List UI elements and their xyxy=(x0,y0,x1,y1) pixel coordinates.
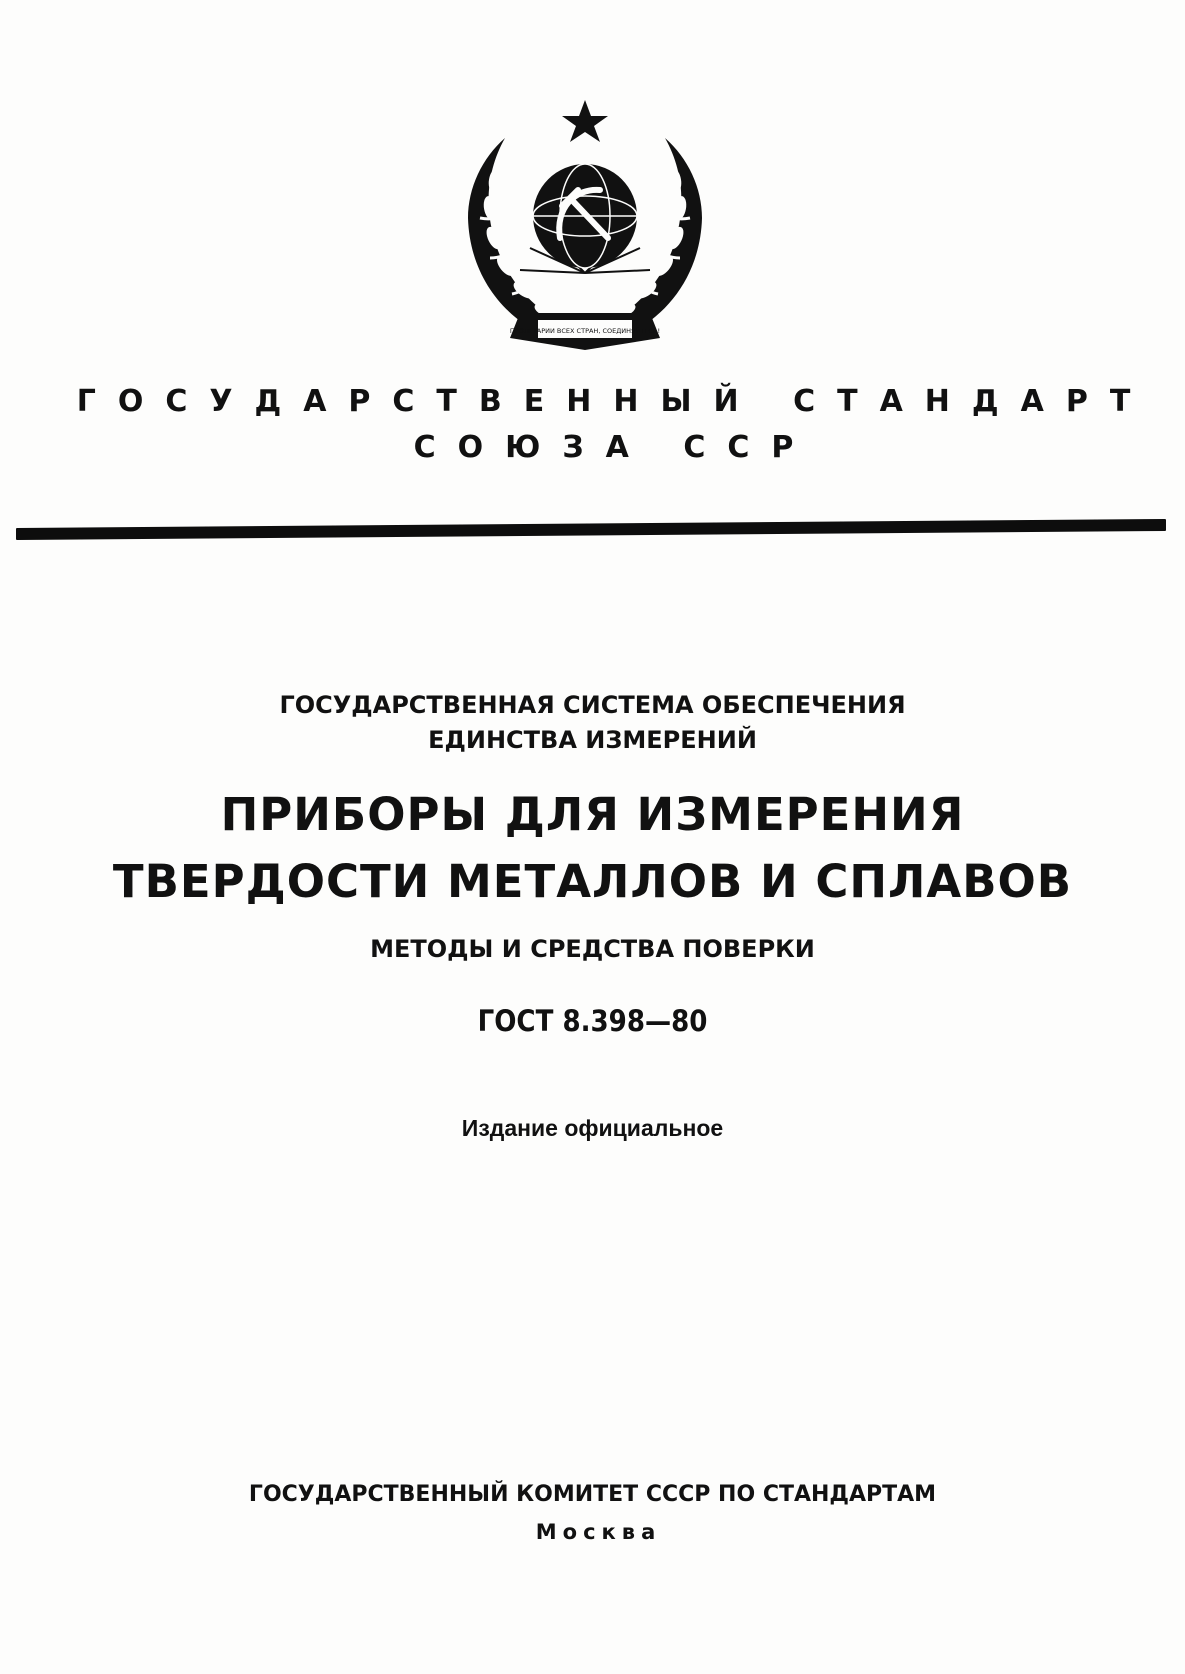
document-title-line1: ПРИБОРЫ ДЛЯ ИЗМЕРЕНИЯ xyxy=(220,788,965,841)
header-title-line1: ГОСУДАРСТВЕННЫЙ СТАНДАРТ xyxy=(76,384,1153,419)
edition-note: Издание официальное xyxy=(461,1115,724,1141)
series-title-line2: ЕДИНСТВА ИЗМЕРЕНИЙ xyxy=(428,726,757,754)
gost-number: ГОСТ 8.398—80 xyxy=(477,1004,708,1038)
header-divider xyxy=(16,519,1166,540)
document-subtitle: МЕТОДЫ И СРЕДСТВА ПОВЕРКИ xyxy=(370,935,815,963)
publication-city: Москва xyxy=(535,1520,662,1544)
ussr-state-emblem-icon xyxy=(460,98,710,360)
document-title-line2: ТВЕРДОСТИ МЕТАЛЛОВ И СПЛАВОВ xyxy=(112,855,1073,908)
publisher-name: ГОСУДАРСТВЕННЫЙ КОМИТЕТ СССР ПО СТАНДАРТАМ xyxy=(248,1482,937,1507)
header-title-line2: СОЮЗА ССР xyxy=(413,430,816,465)
series-title-line1: ГОСУДАРСТВЕННАЯ СИСТЕМА ОБЕСПЕЧЕНИЯ xyxy=(279,691,906,719)
emblem-ribbon-text: ПРОЛЕТАРИИ ВСЕХ СТРАН, СОЕДИНЯЙТЕСЬ! xyxy=(509,327,661,335)
